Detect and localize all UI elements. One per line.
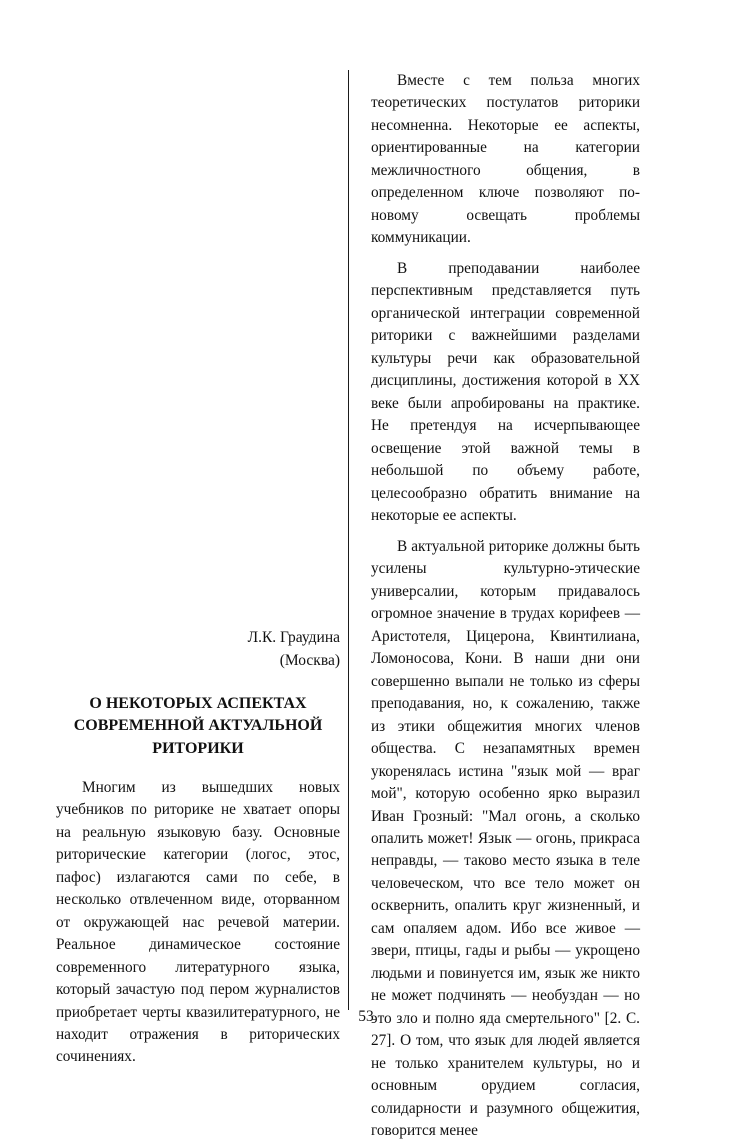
article-title-line-3: РИТОРИКИ bbox=[152, 739, 244, 757]
author-city: (Москва) bbox=[279, 652, 340, 670]
paragraph: Вместе с тем польза многих теоретических постулатов риторики несомненна. Некоторые ее аспекты, ориентированные на категории межличностного общения, в определенном ключе позволяют по-новому освещать проблемы коммуникации. bbox=[371, 72, 640, 247]
article-title bbox=[56, 693, 340, 761]
author-block bbox=[56, 626, 340, 673]
page-number: 53 bbox=[358, 1008, 374, 1025]
left-column bbox=[56, 70, 348, 1066]
paragraph: В актуальной риторике должны быть усилены культурно-этические универсалии, которым придавалось огромное значение в трудах корифеев — Аристотеля, Цицерона, Квинтилиана, Ломоносова, Кони. В наши дни они совершенно выпали не только из сферы преподавания, но, к сожалению, также из этики общежития многих членов общества. С незапамятных времен укоренялась истина "язык мой — враг мой", которую особенно ярко выразил Иван Грозный: "Мал огонь, а сколько опалить может! Язык — огонь, прикраса неправды, — таково место языка в теле человеческом, что все тело может он осквернить, опалить круг жизненный, и сам опаляем адом. Ибо все живое — звери, птицы, гады и рыбы — укрощено людьми и повинуется им, язык же никто не может подчинять — необуздан — но это зло и полно яда смертельного" [2. С. 27]. О том, что язык для людей является не только хранителем культуры, но и основным орудием согласия, солидарности и разумного общежития, говорится менее bbox=[371, 537, 640, 1140]
paragraph: В преподавании наиболее перспективным представляется путь органической интеграции современной риторики с важнейшими разделами культуры речи как образовательной дисциплины, достижения которой в XX веке были апробированы на практике. Не претендуя на исчерпывающее освещение этой важной темы в небольшой по объему работе, целесообразно обратить внимание на некоторые ее аспекты. bbox=[371, 259, 640, 525]
article-title-line-2: СОВРЕМЕННОЙ АКТУАЛЬНОЙ bbox=[73, 717, 323, 735]
left-column-content bbox=[56, 626, 340, 1069]
article-title-line-1: О НЕКОТОРЫХ АСПЕКТАХ bbox=[89, 694, 307, 712]
author-name: Л.К. Граудина bbox=[247, 629, 340, 646]
paragraph: Многим из вышедших новых учебников по риторике не хватает опоры на реальную языковую базу. Основные риторические категории (логос, этос, пафос) излагаются сами по себе, в несколько отвлеченном виде, оторванном от окружающей нас речевой материи. Реальное динамическое состояние современного литературного языка, который зачастую под пером журналистов приобретает черты квазилитературного, не находит отражения в риторических сочинениях. bbox=[56, 778, 340, 1066]
